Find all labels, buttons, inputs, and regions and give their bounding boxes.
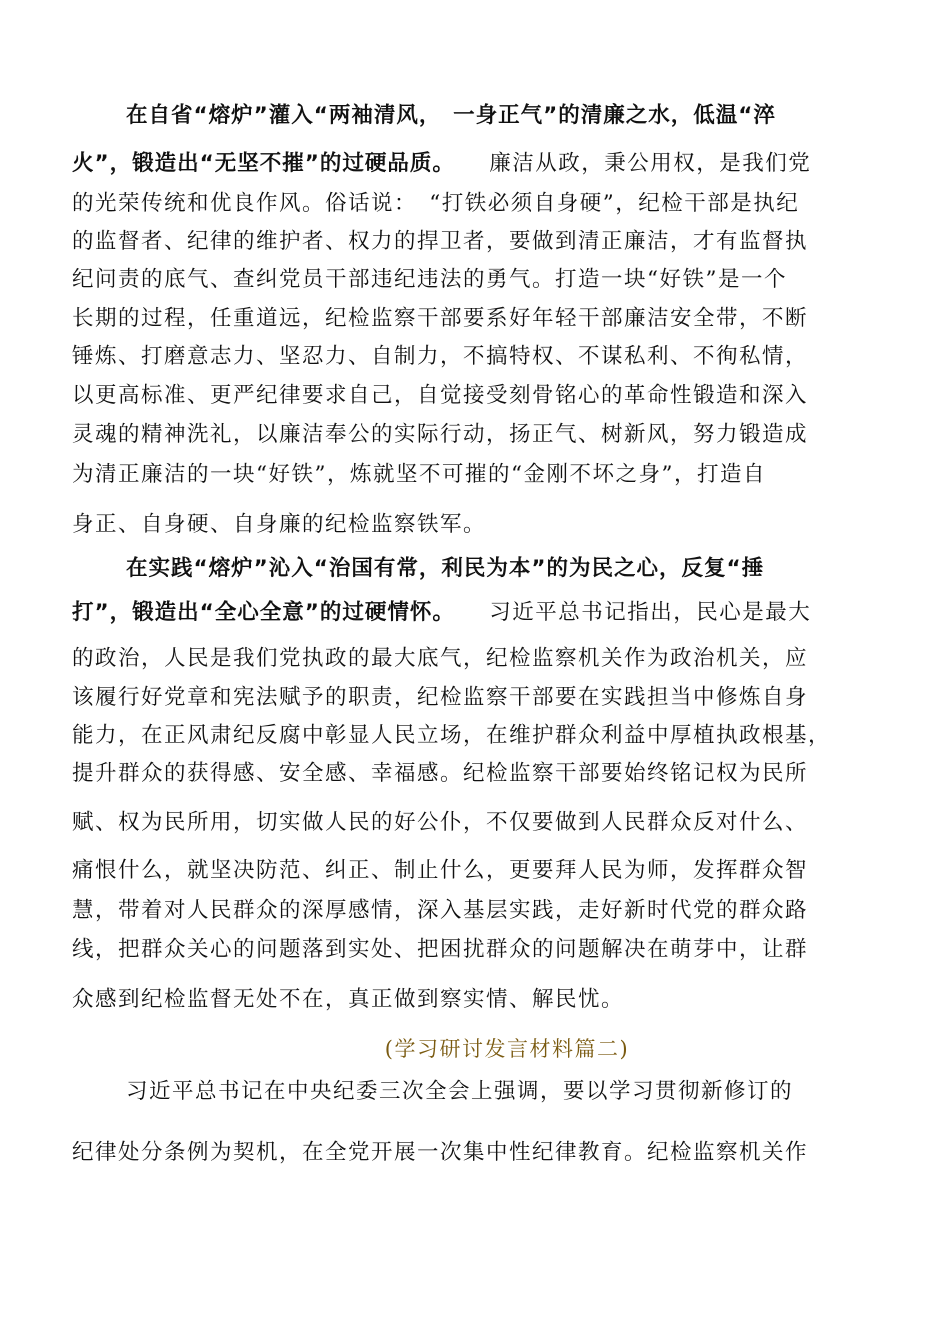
section3-line2: 纪律处分条例为契机，在全党开展一次集中性纪律教育。纪检监察机关作 xyxy=(72,1140,809,1165)
section2-line: 慧，带着对人民群众的深厚感情，深入基层实践，走好新时代党的群众路 xyxy=(72,898,809,923)
section1-heading-line2 xyxy=(72,149,880,179)
section2-line: 众感到纪检监督无处不在，真正做到察实情、解民忧。 xyxy=(72,987,625,1012)
section-caption xyxy=(0,1034,950,1064)
section2-line: 提升群众的获得感、安全感、幸福感。纪检监察干部要始终铭记权为民所 xyxy=(72,761,809,786)
section2-heading-bold: 打”，锻造出“全心全意”的过硬情怀。 xyxy=(72,600,455,625)
section2-line: 的政治，人民是我们党执政的最大底气，纪检监察机关作为政治机关，应 xyxy=(72,646,809,671)
section2-line: 能力，在正风肃纪反腐中彰显人民立场，在维护群众利益中厚植执政根基， xyxy=(72,723,832,748)
section1-line: 锤炼、打磨意志力、坚忍力、自制力，不搞特权、不谋私利、不徇私情， xyxy=(72,344,809,369)
section1-line: 的监督者、纪律的维护者、权力的捍卫者，要做到清正廉洁，才有监督执 xyxy=(72,229,809,254)
section-caption-text: (学习研讨发言材料篇二) xyxy=(384,1037,630,1061)
section1-line: 身正、自身硬、自身廉的纪检监察铁军。 xyxy=(72,512,487,537)
section1-lead-text: 廉洁从政，秉公用权，是我们党 xyxy=(489,151,812,176)
section2-lead-text: 习近平总书记指出，民心是最大 xyxy=(489,600,812,625)
section1-line: 的光荣传统和优良作风。俗话说： “打铁必须自身硬”，纪检干部是执纪 xyxy=(72,191,800,216)
section2-line: 线，把群众关心的问题落到实处、把困扰群众的问题解决在萌芽中，让群 xyxy=(72,937,809,962)
section1-line: 为清正廉洁的一块“好铁”，炼就坚不可摧的“金刚不坏之身”，打造自 xyxy=(72,462,766,487)
section2-heading-line1: 在实践“熔炉”沁入“治国有常，利民为本”的为民之心，反复“捶 xyxy=(126,556,765,581)
section2-heading-line2 xyxy=(72,598,880,628)
section1-line: 长期的过程，任重道远，纪检监察干部要系好年轻干部廉洁安全带，不断 xyxy=(72,306,809,331)
section3-line1: 习近平总书记在中央纪委三次全会上强调，要以学习贯彻新修订的 xyxy=(126,1079,794,1104)
section2-line: 该履行好党章和宪法赋予的职责，纪检监察干部要在实践担当中修炼自身 xyxy=(72,685,809,710)
section1-heading-line1: 在自省“熔炉”灌入“两袖清风， 一身正气”的清廉之水，低温“淬 xyxy=(126,103,776,128)
section1-line: 以更高标准、更严纪律要求自己，自觉接受刻骨铭心的革命性锻造和深入 xyxy=(72,383,809,408)
section2-line: 赋、权为民所用，切实做人民的好公仆，不仅要做到人民群众反对什么、 xyxy=(72,810,809,835)
section1-line: 灵魂的精神洗礼，以廉洁奉公的实际行动，扬正气、树新风，努力锻造成 xyxy=(72,422,809,447)
section1-heading-bold: 火”，锻造出“无坚不摧”的过硬品质。 xyxy=(72,151,455,176)
section1-line: 纪问责的底气、查纠党员干部违纪违法的勇气。打造一块“好铁”是一个 xyxy=(72,267,787,292)
section2-line: 痛恨什么，就坚决防范、纠正、制止什么，更要拜人民为师，发挥群众智 xyxy=(72,858,809,883)
